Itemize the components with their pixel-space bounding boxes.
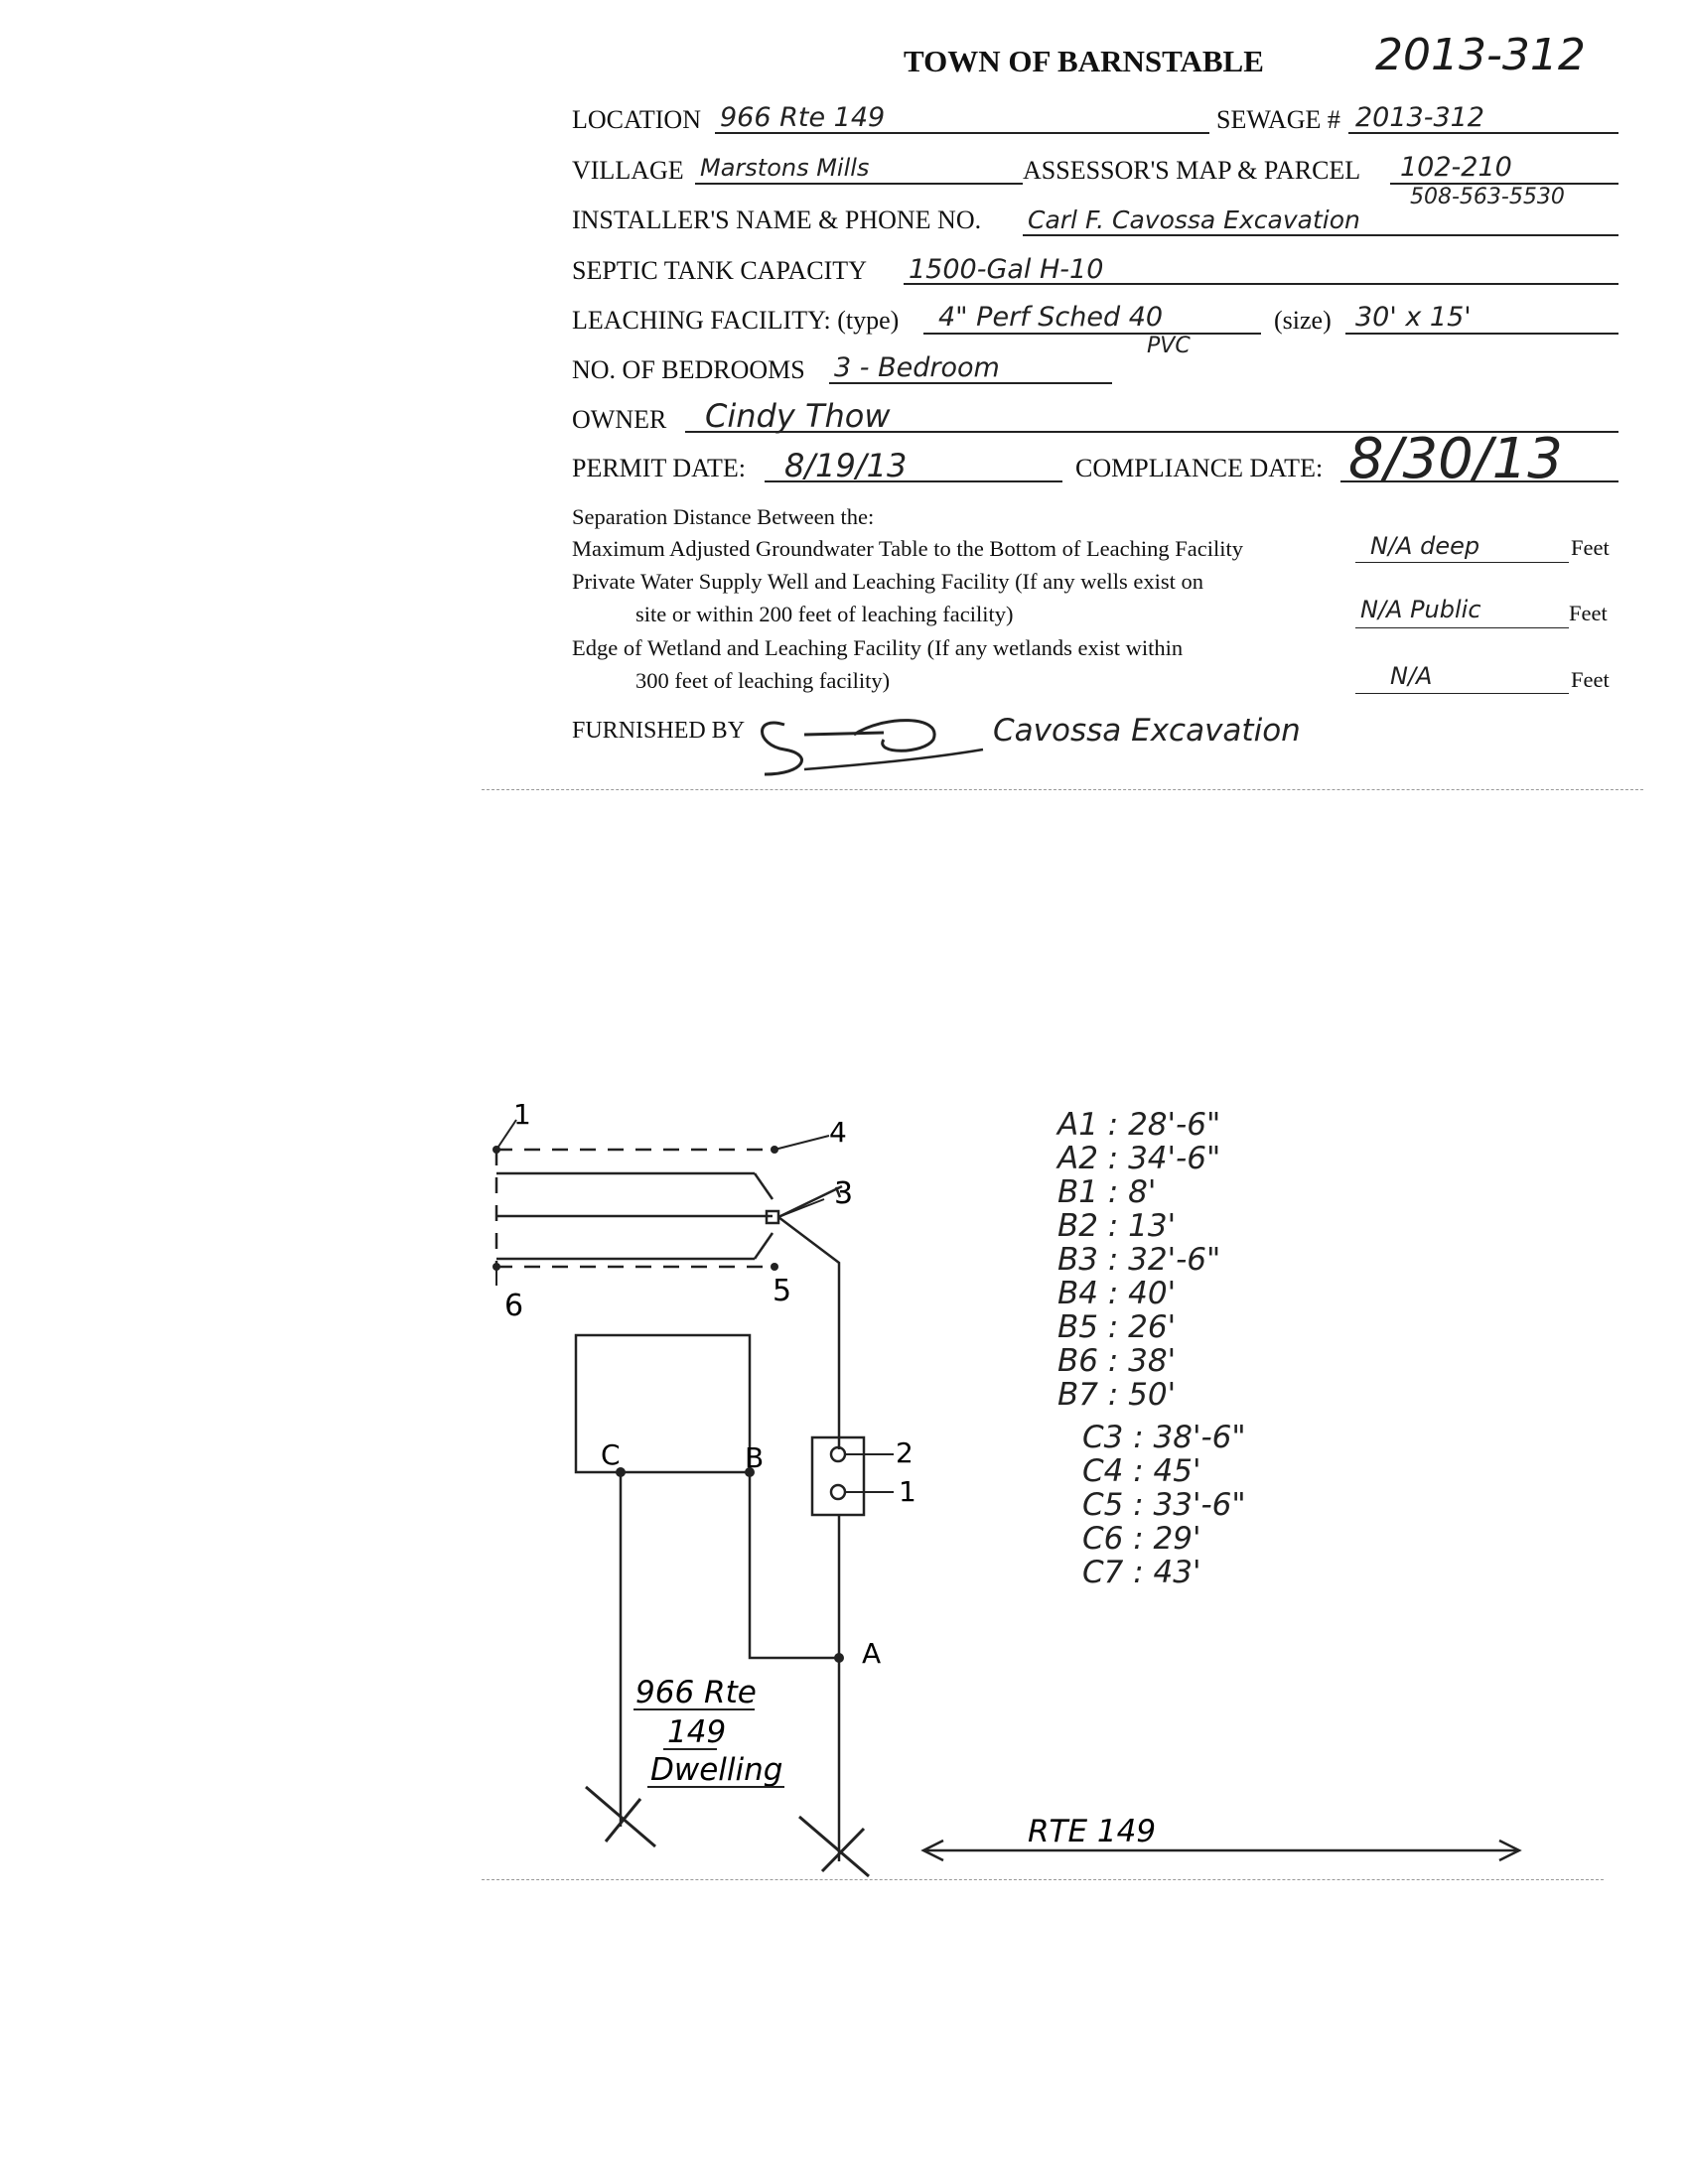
leaching-type-value: 4" Perf Sched 40 (938, 302, 1164, 333)
measurement-b1: B1 : 8' (1057, 1174, 1157, 1210)
assessor-value: 102-210 (1400, 152, 1512, 183)
dwelling-note-line1: 966 Rte (635, 1675, 757, 1710)
permit-label: PERMIT DATE: (572, 454, 747, 482)
measurement-b3: B3 : 32'-6" (1057, 1242, 1221, 1278)
point-1-label: 1 (513, 1098, 531, 1131)
point-3-label: 3 (834, 1176, 854, 1211)
furnished-label: FURNISHED BY (572, 718, 746, 744)
compliance-label: COMPLIANCE DATE: (1075, 454, 1324, 482)
measurement-b5: B5 : 26' (1057, 1309, 1177, 1345)
permit-value: 8/19/13 (784, 447, 908, 484)
sep3-text: Edge of Wetland and Leaching Facility (If any wetlands exist within (572, 635, 1184, 660)
measurement-b6: B6 : 38' (1057, 1343, 1177, 1379)
sep3-text-b: 300 feet of leaching facility) (635, 668, 891, 693)
signature (745, 695, 1062, 784)
installer-label: INSTALLER'S NAME & PHONE NO. (572, 205, 982, 234)
assessor-label: ASSESSOR'S MAP & PARCEL (1023, 156, 1361, 185)
point-5-label: 5 (773, 1274, 792, 1308)
tank-label: SEPTIC TANK CAPACITY (572, 256, 867, 285)
sep2-value: N/A Public (1360, 596, 1481, 623)
measurement-c4: C4 : 45' (1082, 1453, 1201, 1489)
sep2-feet: Feet (1569, 601, 1608, 625)
size-label: (size) (1274, 306, 1332, 335)
measurement-c6: C6 : 29' (1082, 1521, 1201, 1557)
measurement-c3: C3 : 38'-6" (1082, 1420, 1246, 1455)
point-b-label: B (745, 1441, 765, 1474)
installer-value: Carl F. Cavossa Excavation (1028, 205, 1360, 234)
measurement-a2: A2 : 34'-6" (1057, 1141, 1221, 1176)
size-value: 30' x 15' (1355, 302, 1472, 333)
measurements-list (1057, 1107, 1220, 1411)
owner-value: Cindy Thow (705, 397, 891, 435)
dwelling-note-line2: 149 (667, 1714, 727, 1750)
sewage-label: SEWAGE # (1216, 105, 1340, 134)
leaching-label: LEACHING FACILITY: (type) (572, 306, 900, 335)
site-sketch (457, 1092, 1589, 1886)
compliance-value: 8/30/13 (1348, 427, 1563, 491)
sewage-value: 2013-312 (1355, 102, 1484, 133)
measurement-c7: C7 : 43' (1082, 1555, 1201, 1590)
owner-label: OWNER (572, 405, 667, 434)
measurement-b2: B2 : 13' (1057, 1208, 1177, 1244)
point-a-label: A (862, 1637, 882, 1670)
furnished-value: Cavossa Excavation (993, 713, 1301, 749)
village-value: Marstons Mills (700, 154, 870, 182)
leaching-type-note: PVC (1147, 334, 1191, 358)
sep1-text: Maximum Adjusted Groundwater Table to the Bottom of Leaching Facility (572, 536, 1244, 561)
measurement-b7: B7 : 50' (1057, 1377, 1177, 1413)
record-number: 2013-312 (1375, 30, 1586, 80)
point-6-label: 6 (504, 1289, 524, 1323)
bedrooms-label: NO. OF BEDROOMS (572, 355, 805, 384)
leaching-field (496, 1150, 842, 1267)
point-1b-label: 1 (899, 1475, 916, 1508)
separation-heading: Separation Distance Between the: (572, 504, 875, 529)
measurement-a1: A1 : 28'-6" (1057, 1107, 1221, 1143)
point-4-label: 4 (829, 1116, 847, 1149)
page-title: TOWN OF BARNSTABLE (904, 44, 1264, 78)
location-label: LOCATION (572, 105, 701, 134)
point-2-label: 2 (896, 1436, 914, 1469)
village-label: VILLAGE (572, 156, 684, 185)
location-value: 966 Rte 149 (720, 102, 886, 133)
sep1-value: N/A deep (1370, 532, 1480, 560)
tank-value: 1500-Gal H-10 (909, 254, 1104, 285)
sep2-text: Private Water Supply Well and Leaching Facility (If any wells exist on (572, 569, 1204, 594)
bedrooms-value: 3 - Bedroom (834, 352, 1000, 383)
sep3-feet: Feet (1571, 667, 1610, 692)
measurement-c5: C5 : 33'-6" (1082, 1487, 1246, 1523)
sep2-text-b: site or within 200 feet of leaching facility) (635, 602, 1014, 626)
sep3-value: N/A (1390, 662, 1433, 690)
point-c-label: C (601, 1438, 621, 1471)
measurements-list-c (1082, 1420, 1246, 1588)
measurement-b4: B4 : 40' (1057, 1276, 1177, 1311)
road-label: RTE 149 (1028, 1814, 1157, 1849)
sep1-feet: Feet (1571, 535, 1610, 560)
installer-phone: 508-563-5530 (1410, 185, 1565, 209)
dwelling-note-line3: Dwelling (650, 1752, 783, 1788)
